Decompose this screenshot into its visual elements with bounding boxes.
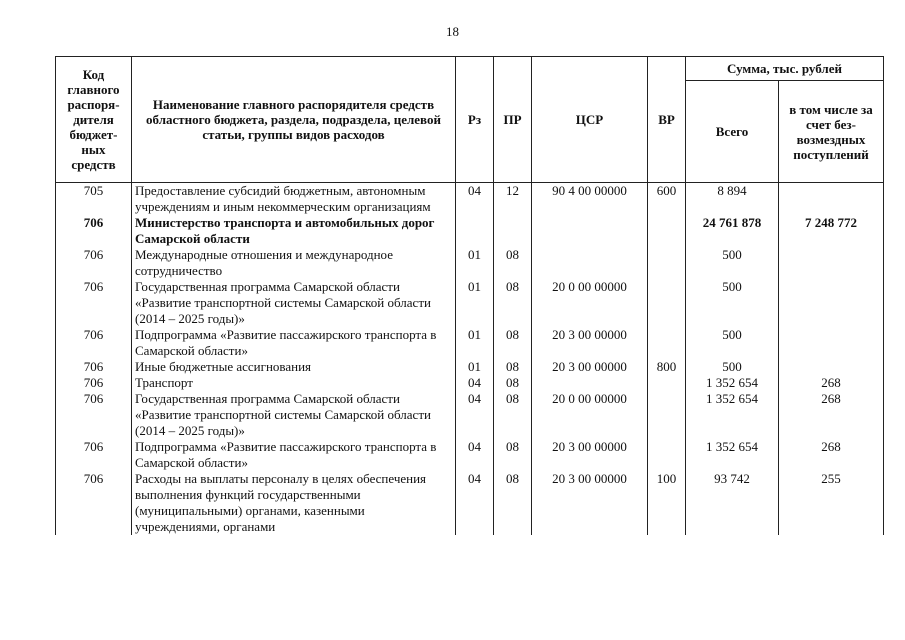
cell-total: 1 352 654: [686, 375, 779, 391]
cell-vr: 100: [648, 471, 686, 535]
cell-total: 24 761 878: [686, 215, 779, 247]
cell-vr: [648, 215, 686, 247]
cell-name: Подпрограмма «Развитие пассажирского транспорта в Самарской области»: [132, 439, 456, 471]
cell-vr: [648, 279, 686, 327]
cell-grant: [779, 327, 884, 359]
cell-total: 1 352 654: [686, 391, 779, 439]
cell-rz: 01: [456, 327, 494, 359]
cell-pr: 08: [494, 391, 532, 439]
cell-grant: 7 248 772: [779, 215, 884, 247]
cell-pr: 12: [494, 183, 532, 216]
table-row: [56, 279, 884, 327]
cell-grant: [779, 279, 884, 327]
cell-rz: 01: [456, 359, 494, 375]
cell-csr: [532, 247, 648, 279]
cell-vr: 800: [648, 359, 686, 375]
cell-code: 706: [56, 439, 132, 471]
cell-pr: 08: [494, 247, 532, 279]
cell-code: 705: [56, 183, 132, 216]
cell-name: Международные отношения и международное сотрудничество: [132, 247, 456, 279]
cell-rz: 04: [456, 375, 494, 391]
cell-vr: 600: [648, 183, 686, 216]
cell-total: 1 352 654: [686, 439, 779, 471]
cell-pr: 08: [494, 359, 532, 375]
cell-name: Расходы на выплаты персоналу в целях обеспечения выполнения функций государственными (муниципальными) органами, казенными учреждениями, органами: [132, 471, 456, 535]
cell-name: Предоставление субсидий бюджетным, автономным учреждениям и иным некоммерческим организациям: [132, 183, 456, 216]
cell-grant: 268: [779, 375, 884, 391]
cell-grant: [779, 183, 884, 216]
cell-rz: 01: [456, 247, 494, 279]
cell-csr: [532, 375, 648, 391]
cell-code: 706: [56, 215, 132, 247]
header-csr: ЦСР: [532, 57, 648, 183]
cell-total: 93 742: [686, 471, 779, 535]
cell-csr: 20 3 00 00000: [532, 439, 648, 471]
cell-code: 706: [56, 391, 132, 439]
cell-csr: 20 3 00 00000: [532, 359, 648, 375]
budget-table: [55, 56, 884, 535]
cell-rz: [456, 215, 494, 247]
cell-pr: 08: [494, 327, 532, 359]
cell-name: Транспорт: [132, 375, 456, 391]
cell-rz: 01: [456, 279, 494, 327]
cell-vr: [648, 391, 686, 439]
table-row: [56, 247, 884, 279]
cell-csr: 20 0 00 00000: [532, 391, 648, 439]
cell-pr: [494, 215, 532, 247]
table-row: [56, 215, 884, 247]
page-number: 18: [446, 24, 459, 39]
cell-vr: [648, 439, 686, 471]
header-rz: Рз: [456, 57, 494, 183]
cell-grant: 268: [779, 391, 884, 439]
cell-code: 706: [56, 471, 132, 535]
header-sum: Сумма, тыс. рублей: [686, 57, 884, 81]
cell-total: 500: [686, 247, 779, 279]
table-row: [56, 391, 884, 439]
cell-code: 706: [56, 279, 132, 327]
cell-grant: [779, 359, 884, 375]
cell-pr: 08: [494, 375, 532, 391]
table-row: [56, 183, 884, 216]
cell-csr: 20 3 00 00000: [532, 471, 648, 535]
cell-grant: 268: [779, 439, 884, 471]
table-row: [56, 327, 884, 359]
table-row: [56, 359, 884, 375]
header-grant: в том числе за счет без-возмездных поступлений: [779, 81, 884, 183]
header-name: Наименование главного распорядителя средств областного бюджета, раздела, подраздела, целевой статьи, группы видов расходов: [132, 57, 456, 183]
header-vr: ВР: [648, 57, 686, 183]
cell-rz: 04: [456, 439, 494, 471]
cell-csr: 20 3 00 00000: [532, 327, 648, 359]
cell-pr: 08: [494, 279, 532, 327]
table-row: [56, 471, 884, 535]
cell-total: 8 894: [686, 183, 779, 216]
cell-name: Подпрограмма «Развитие пассажирского транспорта в Самарской области»: [132, 327, 456, 359]
cell-code: 706: [56, 327, 132, 359]
cell-total: 500: [686, 327, 779, 359]
cell-pr: 08: [494, 439, 532, 471]
cell-code: 706: [56, 359, 132, 375]
cell-code: 706: [56, 247, 132, 279]
cell-code: 706: [56, 375, 132, 391]
cell-grant: 255: [779, 471, 884, 535]
cell-total: 500: [686, 359, 779, 375]
cell-pr: 08: [494, 471, 532, 535]
cell-rz: 04: [456, 183, 494, 216]
cell-grant: [779, 247, 884, 279]
table-row: [56, 439, 884, 471]
cell-vr: [648, 375, 686, 391]
cell-name: Государственная программа Самарской области «Развитие транспортной системы Самарской области (2014 – 2025 годы)»: [132, 391, 456, 439]
cell-vr: [648, 327, 686, 359]
table-row: [56, 375, 884, 391]
cell-csr: [532, 215, 648, 247]
cell-name: Министерство транспорта и автомобильных дорог Самарской области: [132, 215, 456, 247]
header-code: Код главного распоря-дителя бюджет-ных средств: [56, 57, 132, 183]
cell-vr: [648, 247, 686, 279]
cell-csr: 20 0 00 00000: [532, 279, 648, 327]
table-body: [56, 183, 884, 536]
cell-name: Иные бюджетные ассигнования: [132, 359, 456, 375]
cell-rz: 04: [456, 471, 494, 535]
table-header: [56, 57, 884, 183]
header-total: Всего: [686, 81, 779, 183]
cell-rz: 04: [456, 391, 494, 439]
cell-name: Государственная программа Самарской области «Развитие транспортной системы Самарской области (2014 – 2025 годы)»: [132, 279, 456, 327]
cell-total: 500: [686, 279, 779, 327]
cell-csr: 90 4 00 00000: [532, 183, 648, 216]
header-pr: ПР: [494, 57, 532, 183]
